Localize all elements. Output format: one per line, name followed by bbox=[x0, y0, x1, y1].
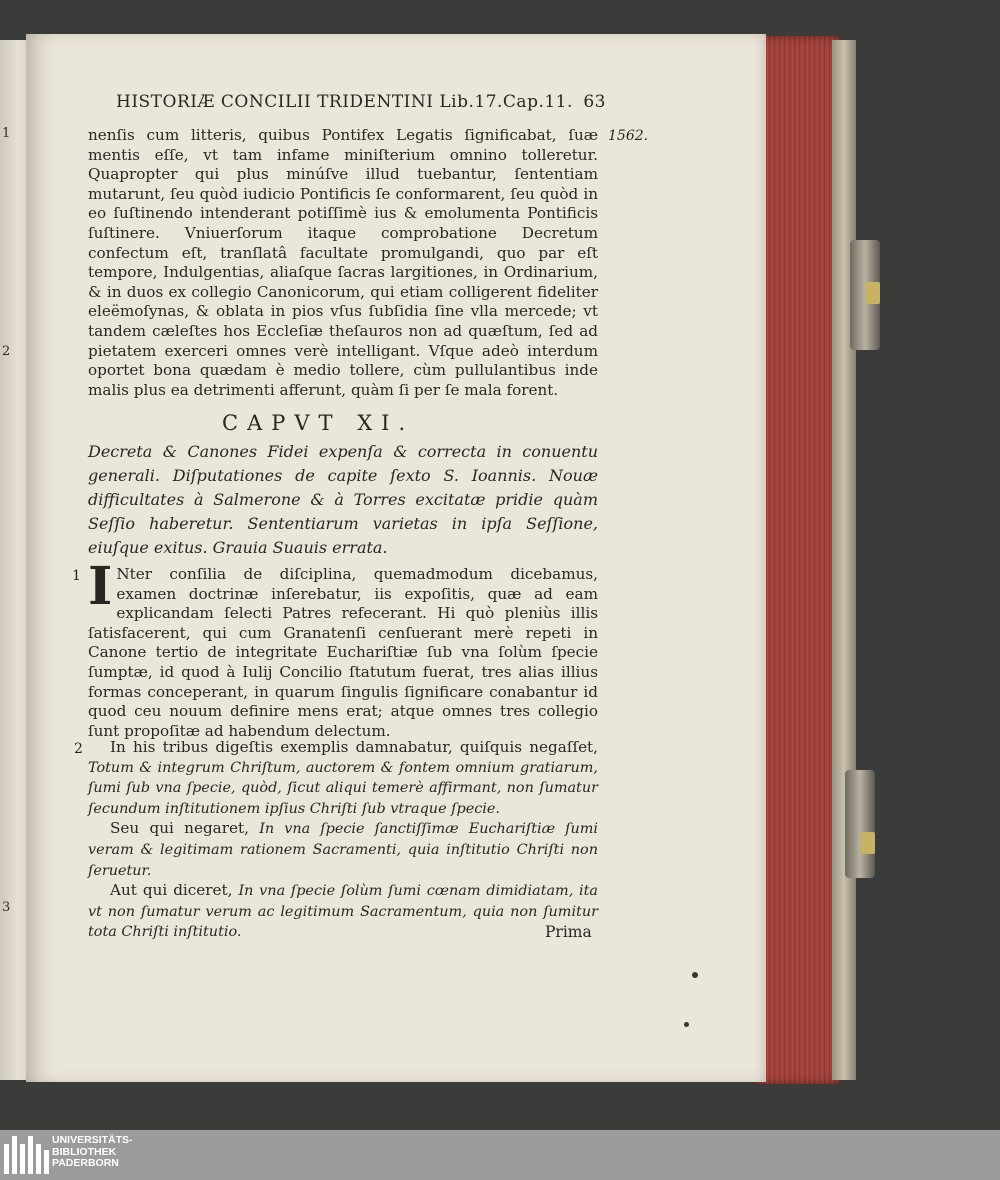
paragraph-2-italic: Totum & integrum Chriſtum, auctorem & fontem omnium gratiarum, ſumi ſub vna ſpecie, quòd, ſicut aliqui temerè affirmant, non ſumatur ſecundum inſtitutionem ipſius Chriſti ſub vtraque ſpecie. bbox=[88, 759, 598, 817]
margin-number: 1 bbox=[72, 568, 81, 584]
intro-paragraph: nenſis cum litteris, quibus Pontifex Legatis ſignificabat, ſuæ mentis eſſe, vt tam infame miniſterium omnino tolleretur. Quapropter qui plus minúſve illud tuebantur, ſententiam mutarunt, ſeu quòd iudicio Pontificis ſe conformarent, ſeu quòd in eo ſuſtinendo intenderant potiſſimè ius & emolumenta Pontificis ſuſtinere. Vniuerſorum itaque comprobatione Decretum confectum eſt, tranſlatâ facultate promulgandi, quo par eſt tempore, Indulgentias, aliaſque ſacras largitiones, in Ordinarium, & in duos ex collegio Canonicorum, qui etiam colligerent fideliter eleëmoſynas, & oblata in pios vſus ſubſidia ſine vlla mercede; vt tandem cæleſtes hos Eccleſiæ theſauros non ad quæſtum, ſed ad pietatem exerceri omnes verè intelligant. Vſque adeò interdum oportet bona quædam è medio tollere, cùm pullulantibus inde malis plus ea detrimenti afferunt, quàm ſi per ſe mala forent. bbox=[88, 126, 598, 399]
running-header bbox=[116, 92, 606, 112]
library-logo-icon bbox=[4, 1136, 49, 1174]
margin-number: 2 bbox=[74, 741, 83, 757]
paragraph-2 bbox=[88, 738, 598, 943]
paper-spot bbox=[684, 1022, 689, 1027]
left-page-mark: 1 bbox=[2, 126, 11, 141]
catchword: Prima bbox=[545, 923, 592, 941]
logo-line: UNIVERSITÄTS- bbox=[52, 1134, 133, 1146]
left-page-mark: 2 bbox=[2, 344, 11, 359]
running-title: HISTORIÆ CONCILII TRIDENTINI Lib.17.Cap.11. bbox=[116, 92, 573, 112]
paragraph-1-text: Nter conſilia de diſciplina, quemadmodum dicebamus, examen doctrinæ inſerebatur, iis expoſitis, quæ ad eam explicandam ſelecti Patres refecerant. Hi quò pleniùs illis ſatisfacerent, qui cum Granatenſi cenſuerant merè repeti in Canone tertio de integritate Euchariſtiæ ſub vna ſolùm ſpecie ſumptæ, id quod à Iulij Concilio ſtatutum fuerat, tres alias illius formas conceperant, in quarum ſingulis ſignificare conabantur id quod ceu nouum definire mens erat; atque omnes tres collegio ſunt propoſitæ ad habendum delectum. bbox=[88, 565, 598, 740]
logo-line: BIBLIOTHEK bbox=[52, 1145, 117, 1158]
paragraph-4-italic: In vna ſpecie ſolùm ſumi cœnam dimidiatam, ita vt non ſumatur verum ac legitimum Sacramentum, quia non ſumitur tota Chriſti inſtitutio. bbox=[88, 883, 598, 941]
paragraph-2-lead: In his tribus digeſtis exemplis damnabatur, quiſquis negaſſet, bbox=[110, 738, 598, 756]
paragraph-3-italic: In vna ſpecie ſanctiſſimæ Euchariſtiæ ſumi veram & legitimam rationem Sacramenti, quia inſtitutio Chriſti non ſeruetur. bbox=[88, 821, 599, 879]
library-logo-text bbox=[52, 1135, 133, 1170]
book-cover-edge bbox=[832, 40, 856, 1080]
library-footer bbox=[0, 1130, 1000, 1180]
chapter-summary: Decreta & Canones Fidei expenſa & correcta in conuentu generali. Diſputationes de capite ſexto S. Ioannis. Nouæ difficultates à Salmerone & à Torres excitatæ pridie quàm Seſſio haberetur. Sententiarum varietas in ipſa Seſſione, eiuſque exitus. Grauia Suauis errata. bbox=[88, 442, 598, 557]
paragraph-1 bbox=[88, 556, 598, 741]
paragraph-3-lead: Seu qui negaret, bbox=[110, 819, 249, 838]
clasp-icon bbox=[850, 240, 880, 350]
page-number: 63 bbox=[583, 92, 606, 112]
page-edges bbox=[756, 36, 840, 1084]
drop-cap: I bbox=[88, 556, 113, 617]
clasp-icon bbox=[845, 770, 875, 878]
left-page-mark: 3 bbox=[2, 900, 11, 915]
logo-line: PADERBORN bbox=[52, 1157, 119, 1169]
chapter-heading: CAPVT XI. bbox=[222, 411, 415, 435]
paper-spot bbox=[692, 972, 698, 978]
paragraph-4-lead: Aut qui diceret, bbox=[110, 881, 233, 900]
margin-year: 1562. bbox=[608, 128, 649, 144]
